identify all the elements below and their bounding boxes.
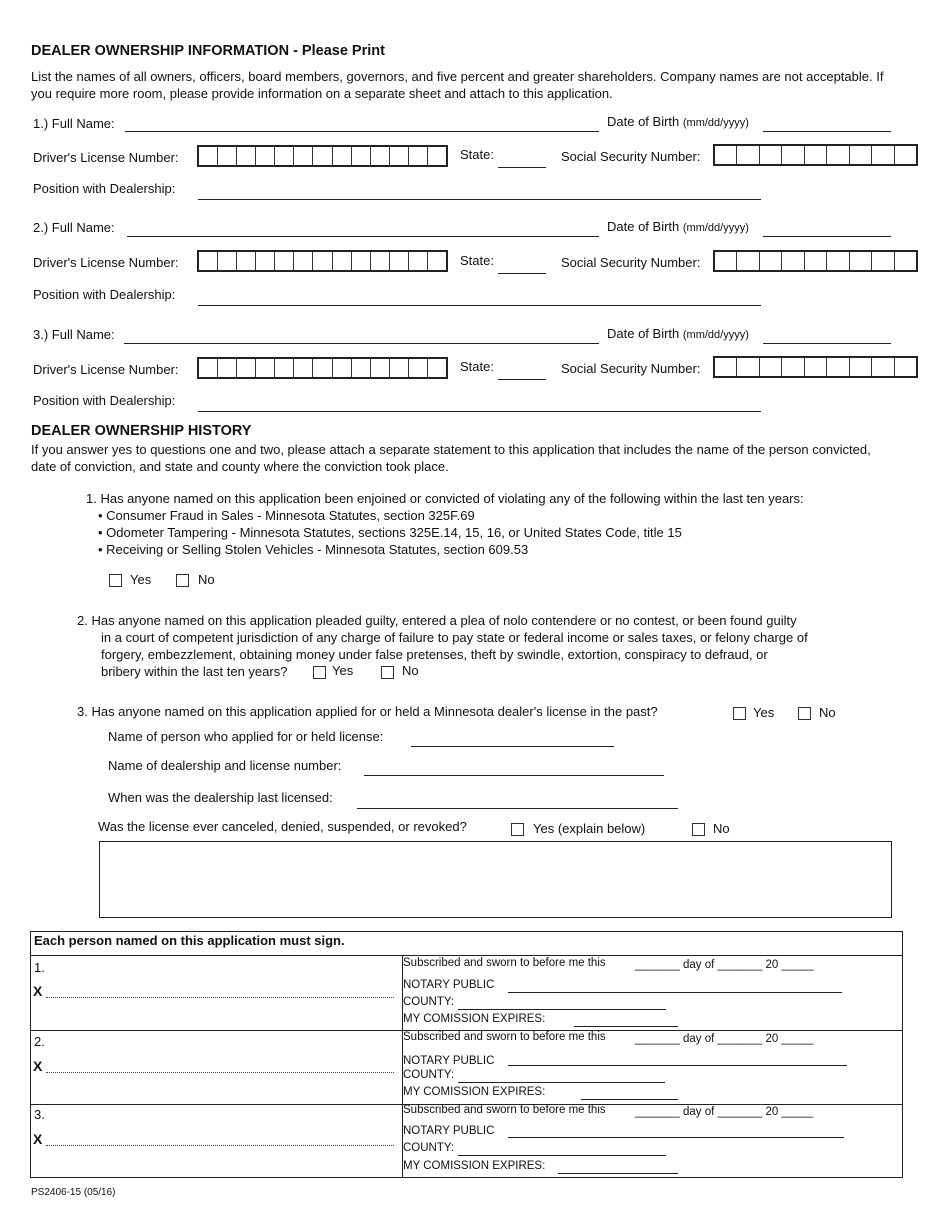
commission-expires-field[interactable] <box>558 1173 678 1174</box>
full-name-label: 2.) Full Name: <box>33 220 115 235</box>
explanation-textarea[interactable] <box>99 841 892 918</box>
ownership-title: DEALER OWNERSHIP INFORMATION - Please Print <box>31 43 385 59</box>
dl-label: Driver's License Number: <box>33 255 179 270</box>
notary-public-label: NOTARY PUBLIC <box>403 1125 495 1137</box>
q1-yes-label: Yes <box>130 572 152 587</box>
ssn-label: Social Security Number: <box>561 255 701 270</box>
position-field[interactable] <box>198 305 761 306</box>
sworn-text: Subscribed and sworn to before me this <box>403 957 606 969</box>
state-field[interactable] <box>498 167 546 168</box>
q1-bullet-consumer-fraud: • Consumer Fraud in Sales - Minnesota Statutes, section 325F.69 <box>98 508 475 523</box>
dl-number-boxes[interactable] <box>197 250 448 272</box>
state-field[interactable] <box>498 379 546 380</box>
revoked-no-label: No <box>713 821 730 836</box>
question-2-line4: bribery within the last ten years? <box>101 664 288 679</box>
position-field[interactable] <box>198 199 761 200</box>
dl-label: Driver's License Number: <box>33 362 179 377</box>
county-field[interactable] <box>458 1009 666 1010</box>
q3-no-label: No <box>819 705 836 720</box>
dob-label: Date of Birth (mm/dd/yyyy) <box>607 114 749 129</box>
last-licensed-field[interactable] <box>357 808 678 809</box>
q3-no-checkbox[interactable] <box>798 707 811 720</box>
position-label: Position with Dealership: <box>33 181 176 196</box>
ssn-boxes[interactable] <box>713 144 918 166</box>
q1-no-checkbox[interactable] <box>176 574 189 587</box>
q1-bullet-odometer: • Odometer Tampering - Minnesota Statutes, sections 325E.14, 15, 16, or United States Code, title 15 <box>98 525 682 540</box>
sworn-text: Subscribed and sworn to before me this <box>403 1031 606 1043</box>
form-number: PS2406-15 (05/16) <box>31 1187 116 1198</box>
ssn-boxes[interactable] <box>713 250 918 272</box>
state-label: State: <box>460 253 494 268</box>
revoked-yes-label: Yes (explain below) <box>533 821 646 836</box>
notary-public-label: NOTARY PUBLIC <box>403 979 495 991</box>
notary-public-field[interactable] <box>508 992 842 993</box>
position-label: Position with Dealership: <box>33 393 176 408</box>
commission-expires-field[interactable] <box>581 1099 678 1100</box>
dealership-license-label: Name of dealership and license number: <box>108 758 342 773</box>
dob-field[interactable] <box>763 343 891 344</box>
day-of-year-blanks[interactable]: _______ day of _______ 20 _____ <box>635 959 814 971</box>
question-2-line3: forgery, embezzlement, obtaining money under false pretenses, theft by swindle, extortion, conspiracy to defraud, or <box>101 647 768 662</box>
county-field[interactable] <box>458 1082 665 1083</box>
q2-no-label: No <box>402 663 419 678</box>
signature-x-mark: X <box>33 983 43 999</box>
commission-expires-field[interactable] <box>574 1026 678 1027</box>
dl-number-boxes[interactable] <box>197 357 448 379</box>
revoked-no-checkbox[interactable] <box>692 823 705 836</box>
q3-yes-label: Yes <box>753 705 775 720</box>
signature-line[interactable] <box>46 997 394 998</box>
sworn-text: Subscribed and sworn to before me this <box>403 1104 606 1116</box>
revoked-question: Was the license ever canceled, denied, suspended, or revoked? <box>98 819 467 834</box>
ssn-label: Social Security Number: <box>561 149 701 164</box>
signature-line[interactable] <box>46 1145 394 1146</box>
state-label: State: <box>460 359 494 374</box>
q1-yes-checkbox[interactable] <box>109 574 122 587</box>
person-applied-label: Name of person who applied for or held license: <box>108 729 384 744</box>
county-label: COUNTY: <box>403 996 455 1008</box>
question-2-line1: 2. Has anyone named on this application pleaded guilty, entered a plea of nolo contendere or no contest, or been found guilty <box>77 613 797 628</box>
revoked-yes-checkbox[interactable] <box>511 823 524 836</box>
county-field[interactable] <box>458 1155 666 1156</box>
full-name-field[interactable] <box>125 131 599 132</box>
signature-x-mark: X <box>33 1058 43 1074</box>
signer-number: 2. <box>34 1034 45 1049</box>
notary-public-field[interactable] <box>508 1137 844 1138</box>
ownership-intro: List the names of all owners, officers, board members, governors, and five percent and greater shareholders. Company names are not acceptable. If you require more room, please provide information on a separate sheet and attach to this application. <box>31 69 884 101</box>
q1-bullet-stolen-vehicles: • Receiving or Selling Stolen Vehicles - Minnesota Statutes, section 609.53 <box>98 542 529 557</box>
q1-no-label: No <box>198 572 215 587</box>
dealership-license-field[interactable] <box>364 775 664 776</box>
county-label: COUNTY: <box>403 1069 455 1081</box>
signature-x-mark: X <box>33 1131 43 1147</box>
position-field[interactable] <box>198 411 761 412</box>
day-of-year-blanks[interactable]: _______ day of _______ 20 _____ <box>635 1106 814 1118</box>
q2-no-checkbox[interactable] <box>381 666 394 679</box>
state-label: State: <box>460 147 494 162</box>
question-2-line2: in a court of competent jurisdiction of any charge of failure to pay state or federal income or sales taxes, or felony charge of <box>101 630 808 645</box>
county-label: COUNTY: <box>403 1142 455 1154</box>
state-field[interactable] <box>498 273 546 274</box>
dl-number-boxes[interactable] <box>197 145 448 167</box>
last-licensed-label: When was the dealership last licensed: <box>108 790 333 805</box>
notary-public-label: NOTARY PUBLIC <box>403 1055 495 1067</box>
question-1-text: 1. Has anyone named on this application been enjoined or convicted of violating any of the following within the last ten years: <box>86 491 804 506</box>
table-divider <box>30 955 903 956</box>
dob-field[interactable] <box>763 236 891 237</box>
signer-number: 3. <box>34 1107 45 1122</box>
full-name-label: 1.) Full Name: <box>33 116 115 131</box>
commission-expires-label: MY COMISSION EXPIRES: <box>403 1160 546 1172</box>
dob-label: Date of Birth (mm/dd/yyyy) <box>607 326 749 341</box>
dob-label: Date of Birth (mm/dd/yyyy) <box>607 219 749 234</box>
dl-label: Driver's License Number: <box>33 150 179 165</box>
q3-yes-checkbox[interactable] <box>733 707 746 720</box>
commission-expires-label: MY COMISSION EXPIRES: <box>403 1013 546 1025</box>
position-label: Position with Dealership: <box>33 287 176 302</box>
history-title: DEALER OWNERSHIP HISTORY <box>31 423 252 439</box>
commission-expires-label: MY COMISSION EXPIRES: <box>403 1086 546 1098</box>
person-applied-field[interactable] <box>411 746 614 747</box>
day-of-year-blanks[interactable]: _______ day of _______ 20 _____ <box>635 1033 814 1045</box>
ssn-label: Social Security Number: <box>561 361 701 376</box>
question-3-text: 3. Has anyone named on this application applied for or held a Minnesota dealer's license in the past? <box>77 704 658 719</box>
q2-yes-checkbox[interactable] <box>313 666 326 679</box>
full-name-field[interactable] <box>124 343 599 344</box>
full-name-label: 3.) Full Name: <box>33 327 115 342</box>
full-name-field[interactable] <box>127 236 599 237</box>
q2-yes-label: Yes <box>332 663 354 678</box>
history-intro: If you answer yes to questions one and two, please attach a separate statement to this application that includes the name of the person convicted, date of conviction, and state and county where the conviction took place. <box>31 442 871 474</box>
ssn-boxes[interactable] <box>713 356 918 378</box>
notary-public-field[interactable] <box>508 1065 847 1066</box>
signature-table-header: Each person named on this application must sign. <box>34 933 345 948</box>
signature-line[interactable] <box>46 1072 394 1073</box>
signer-number: 1. <box>34 960 45 975</box>
dob-field[interactable] <box>763 131 891 132</box>
